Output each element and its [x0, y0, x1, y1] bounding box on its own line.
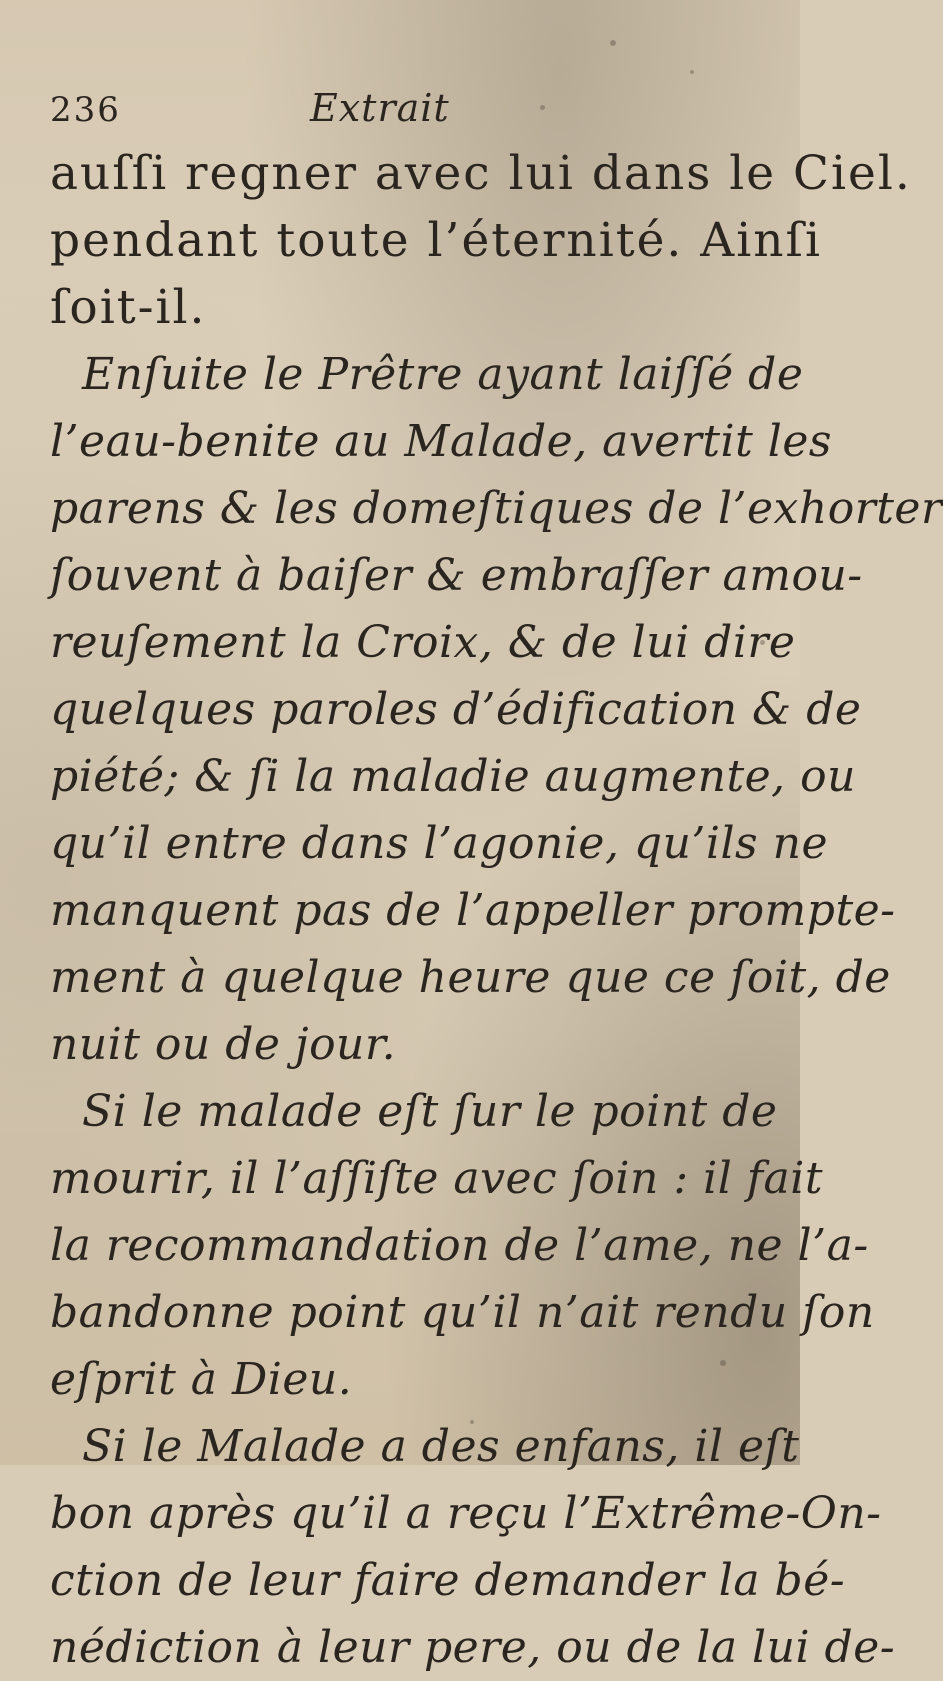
paper-stain — [610, 40, 616, 46]
text-line: bandonne point qu’il n’ait rendu ſon — [50, 1287, 875, 1338]
text-line: quelques paroles d’édification & de — [50, 684, 862, 735]
text-line: l’eau-benite au Malade, avertit les — [50, 416, 832, 467]
text-line: bon après qu’il a reçu l’Extrême-On- — [50, 1488, 882, 1539]
body-text — [50, 140, 943, 1681]
text-line: pendant toute l’éternité. Ainſi — [50, 213, 822, 268]
page-header — [50, 86, 750, 140]
text-line: nuit ou de jour. — [50, 1019, 397, 1070]
text-line: qu’il entre dans l’agonie, qu’ils ne — [50, 818, 828, 869]
text-line: mourir, il l’aſſiſte avec ſoin : il fait — [50, 1153, 824, 1204]
text-line: manquent pas de l’appeller prompte- — [50, 885, 896, 936]
text-line: parens & les domeſtiques de l’exhorter — [50, 483, 943, 534]
text-line: Enſuite le Prêtre ayant laiſſé de — [82, 349, 804, 400]
text-line: eſprit à Dieu. — [50, 1354, 353, 1405]
text-line: la recommandation de l’ame, ne l’a- — [50, 1220, 869, 1271]
paper-stain — [690, 70, 694, 74]
page-number: 236 — [50, 90, 121, 130]
text-line: ſoit-il. — [50, 280, 207, 335]
text-line: reuſement la Croix, & de lui dire — [50, 617, 796, 668]
text-line: Si le Malade a des enfans, il eſt — [82, 1421, 800, 1472]
text-line: nédiction à leur pere, ou de la lui de- — [50, 1622, 896, 1673]
text-line: ment à quelque heure que ce ſoit, de — [50, 952, 891, 1003]
text-line: auſſi regner avec lui dans le Ciel. — [50, 146, 912, 201]
text-line: ction de leur faire demander la bé- — [50, 1555, 846, 1606]
running-head: Extrait — [310, 86, 450, 130]
text-line: Si le malade eſt ſur le point de — [82, 1086, 778, 1137]
text-line: piété; & ſi la maladie augmente, ou — [50, 751, 856, 802]
text-line: ſouvent à baiſer & embraſſer amou- — [50, 550, 863, 601]
